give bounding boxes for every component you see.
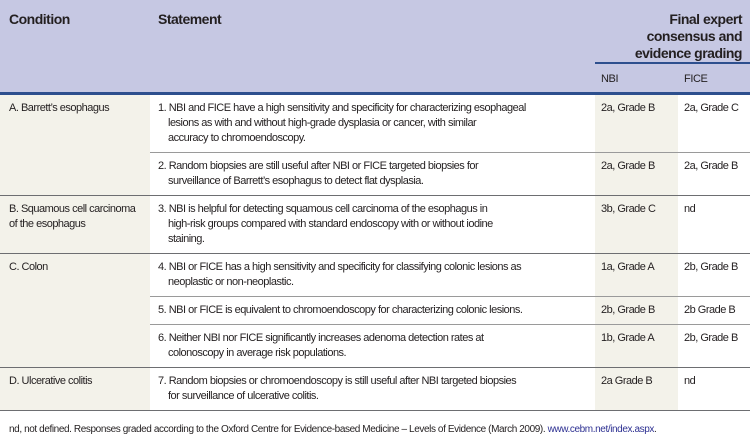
nbi-grade-cell: 3b, Grade C xyxy=(595,196,678,254)
header-fice: FICE xyxy=(684,73,708,85)
header-condition: Condition xyxy=(9,11,70,27)
statement-text: 2. Random biopsies are still useful after NBI or FICE targeted biopsies for xyxy=(158,160,479,172)
statement-text: 7. Random biopsies or chromoendoscopy is still useful after NBI targeted biopsies xyxy=(158,375,517,387)
statement-text: high-risk groups compared with standard endoscopy with or without iodine xyxy=(168,218,493,230)
condition-cell xyxy=(0,368,150,411)
statement-cell xyxy=(150,196,595,254)
nbi-grade-cell: 1a, Grade A xyxy=(595,254,678,297)
nbi-grade-cell: 2a, Grade B xyxy=(595,153,678,196)
header-rule xyxy=(0,92,750,95)
condition-text: of the esophagus xyxy=(9,218,86,230)
condition-text: C. Colon xyxy=(9,261,48,273)
statement-cell xyxy=(150,153,595,196)
statement-cell xyxy=(150,325,595,368)
fice-grade-cell: 2b, Grade B xyxy=(678,254,750,297)
statement-text: 6. Neither NBI nor FICE significantly increases adenoma detection rates at xyxy=(158,332,484,344)
condition-text: A. Barrett’s esophagus xyxy=(9,102,110,114)
header-final-line: evidence grading xyxy=(634,45,742,61)
condition-cell xyxy=(0,95,150,196)
statement-text: 4. NBI or FICE has a high sensitivity and specificity for classifying colonic lesions as xyxy=(158,261,522,273)
statement-text: 5. NBI or FICE is equivalent to chromoendoscopy for characterizing colonic lesions. xyxy=(158,304,523,316)
header-statement: Statement xyxy=(158,11,222,27)
footnote-text: nd, not defined. Responses graded according to the Oxford Centre for Evidence-based Medicine – Levels of Evidence (March 2009). xyxy=(9,424,548,435)
condition-text: D. Ulcerative colitis xyxy=(9,375,93,387)
statement-text: surveillance of Barrett’s esophagus to detect flat dysplasia. xyxy=(168,175,424,187)
statement-text: accuracy to chromoendoscopy. xyxy=(168,132,306,144)
nbi-grade-cell: 1b, Grade A xyxy=(595,325,678,368)
statement-cell xyxy=(150,254,595,297)
nbi-grade-cell: 2a Grade B xyxy=(595,368,678,411)
statement-text: colonoscopy in average risk populations. xyxy=(168,347,347,359)
table-row xyxy=(0,254,750,297)
nbi-grade-cell: 2a, Grade B xyxy=(595,95,678,153)
table-header-area xyxy=(0,0,750,95)
fice-grade-cell: 2b Grade B xyxy=(678,297,750,325)
header-subrule xyxy=(595,62,750,64)
condition-cell xyxy=(0,254,150,368)
fice-grade-cell: 2b, Grade B xyxy=(678,325,750,368)
statement-text: 3. NBI is helpful for detecting squamous cell carcinoma of the esophagus in xyxy=(158,203,488,215)
statement-text: neoplastic or non-neoplastic. xyxy=(168,276,294,288)
footnote xyxy=(9,423,741,436)
statement-cell xyxy=(150,368,595,411)
consensus-table xyxy=(0,95,750,411)
table-row xyxy=(0,368,750,411)
header-final-line: Final expert xyxy=(669,11,742,27)
statement-text: lesions as with and without high-grade dysplasia or cancer, with similar xyxy=(168,117,477,129)
fice-grade-cell: nd xyxy=(678,368,750,411)
statement-text: 1. NBI and FICE have a high sensitivity and specificity for characterizing esophageal xyxy=(158,102,526,114)
footnote-end: . xyxy=(654,424,657,435)
table-row xyxy=(0,196,750,254)
header-final-line: consensus and xyxy=(646,28,742,44)
nbi-grade-cell: 2b, Grade B xyxy=(595,297,678,325)
statement-cell xyxy=(150,297,595,325)
fice-grade-cell: 2a, Grade B xyxy=(678,153,750,196)
condition-text: B. Squamous cell carcinoma xyxy=(9,203,136,215)
statement-text: staining. xyxy=(168,233,205,245)
statement-text: for surveillance of ulcerative colitis. xyxy=(168,390,319,402)
condition-cell xyxy=(0,196,150,254)
cebm-link[interactable]: www.cebm.net/index.aspx xyxy=(547,424,655,435)
statement-cell xyxy=(150,95,595,153)
table-row xyxy=(0,95,750,153)
fice-grade-cell: nd xyxy=(678,196,750,254)
header-final-expert-consensus xyxy=(595,11,750,62)
header-nbi: NBI xyxy=(601,73,619,85)
fice-grade-cell: 2a, Grade C xyxy=(678,95,750,153)
